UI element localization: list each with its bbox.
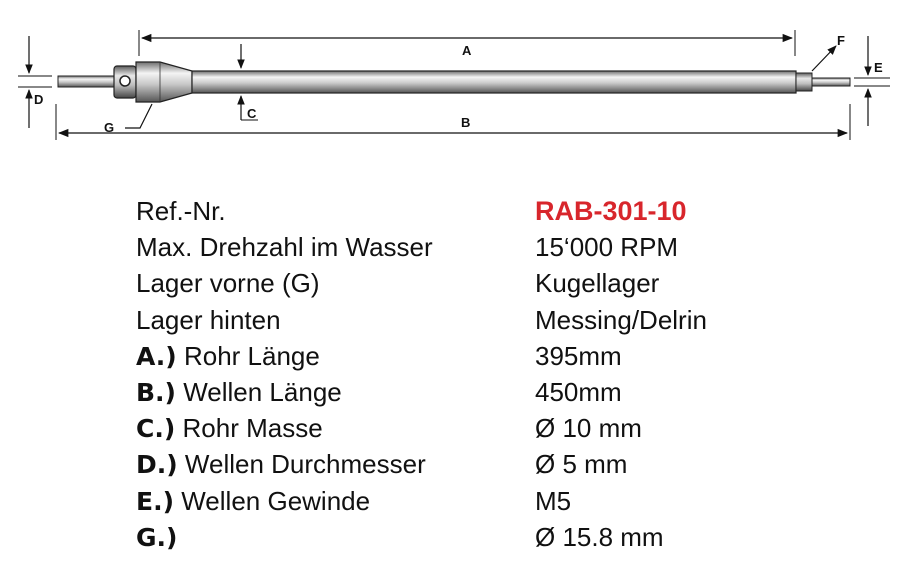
- spec-row: [136, 338, 776, 374]
- ref-number: RAB-301-10: [535, 196, 687, 226]
- spec-value: 15‘000 RPM: [535, 232, 679, 263]
- dimension-d-label: D: [34, 92, 44, 107]
- spec-value: Ø 10 mm: [535, 413, 642, 444]
- spec-label-text: Wellen Länge: [175, 376, 342, 407]
- spec-value: M5: [535, 485, 572, 516]
- spec-key: D.): [136, 450, 178, 480]
- shaft-right-end: [812, 78, 850, 86]
- dimension-c-label: C: [247, 106, 257, 121]
- spec-label: [136, 265, 320, 302]
- dimension-e-label: E: [874, 60, 883, 75]
- spec-row: [136, 446, 776, 482]
- leader-f-label: F: [837, 33, 845, 48]
- spec-key: E.): [136, 486, 175, 516]
- spec-key: A.): [136, 341, 177, 371]
- spec-row-ref: [136, 193, 776, 229]
- leader-f-arrow: [812, 46, 836, 71]
- spec-value: Kugellager: [535, 268, 660, 299]
- spec-value: 450mm: [535, 376, 622, 407]
- spec-label-text: Wellen Durchmesser: [177, 449, 426, 480]
- tube-adapter: [136, 62, 192, 102]
- spec-label-text: Max. Drehzahl im Wasser: [136, 232, 433, 263]
- spec-row: [136, 265, 776, 301]
- tube: [192, 71, 796, 93]
- spec-label: [136, 374, 342, 411]
- spec-row: [136, 302, 776, 338]
- spec-value: Messing/Delrin: [535, 304, 707, 335]
- technical-drawing: [0, 0, 900, 170]
- spec-key: G.): [136, 522, 178, 552]
- bearing-set-screw: [120, 76, 130, 86]
- rear-bushing: [796, 73, 812, 91]
- spec-row: [136, 483, 776, 519]
- spec-value: Ø 5 mm: [535, 449, 628, 480]
- leader-g-line: [125, 104, 152, 128]
- spec-label-text: Lager vorne (G): [136, 268, 320, 299]
- ref-label: Ref.-Nr.: [136, 196, 226, 226]
- spec-label: [136, 446, 426, 483]
- spec-row: [136, 519, 776, 555]
- dimension-a-label: A: [462, 43, 472, 58]
- shaft-left-end: [58, 76, 115, 87]
- spec-label: [136, 229, 433, 266]
- spec-label-text: Rohr Länge: [176, 340, 320, 371]
- spec-key: B.): [136, 377, 176, 407]
- spec-label: [136, 302, 281, 339]
- spec-table: [136, 193, 776, 555]
- spec-label-text: Rohr Masse: [175, 413, 323, 444]
- spec-label: [136, 410, 323, 447]
- spec-row: [136, 410, 776, 446]
- spec-value: 395mm: [535, 340, 622, 371]
- spec-label-text: Lager hinten: [136, 304, 281, 335]
- spec-label: [136, 338, 320, 375]
- dimension-b-label: B: [461, 115, 471, 130]
- spec-value: Ø 15.8 mm: [535, 521, 664, 552]
- leader-g-label: G: [104, 120, 115, 135]
- spec-label: [136, 519, 177, 556]
- spec-label: [136, 483, 370, 520]
- spec-key: C.): [136, 414, 176, 444]
- spec-row: [136, 374, 776, 410]
- spec-row: [136, 229, 776, 265]
- spec-label-text: Wellen Gewinde: [174, 485, 371, 516]
